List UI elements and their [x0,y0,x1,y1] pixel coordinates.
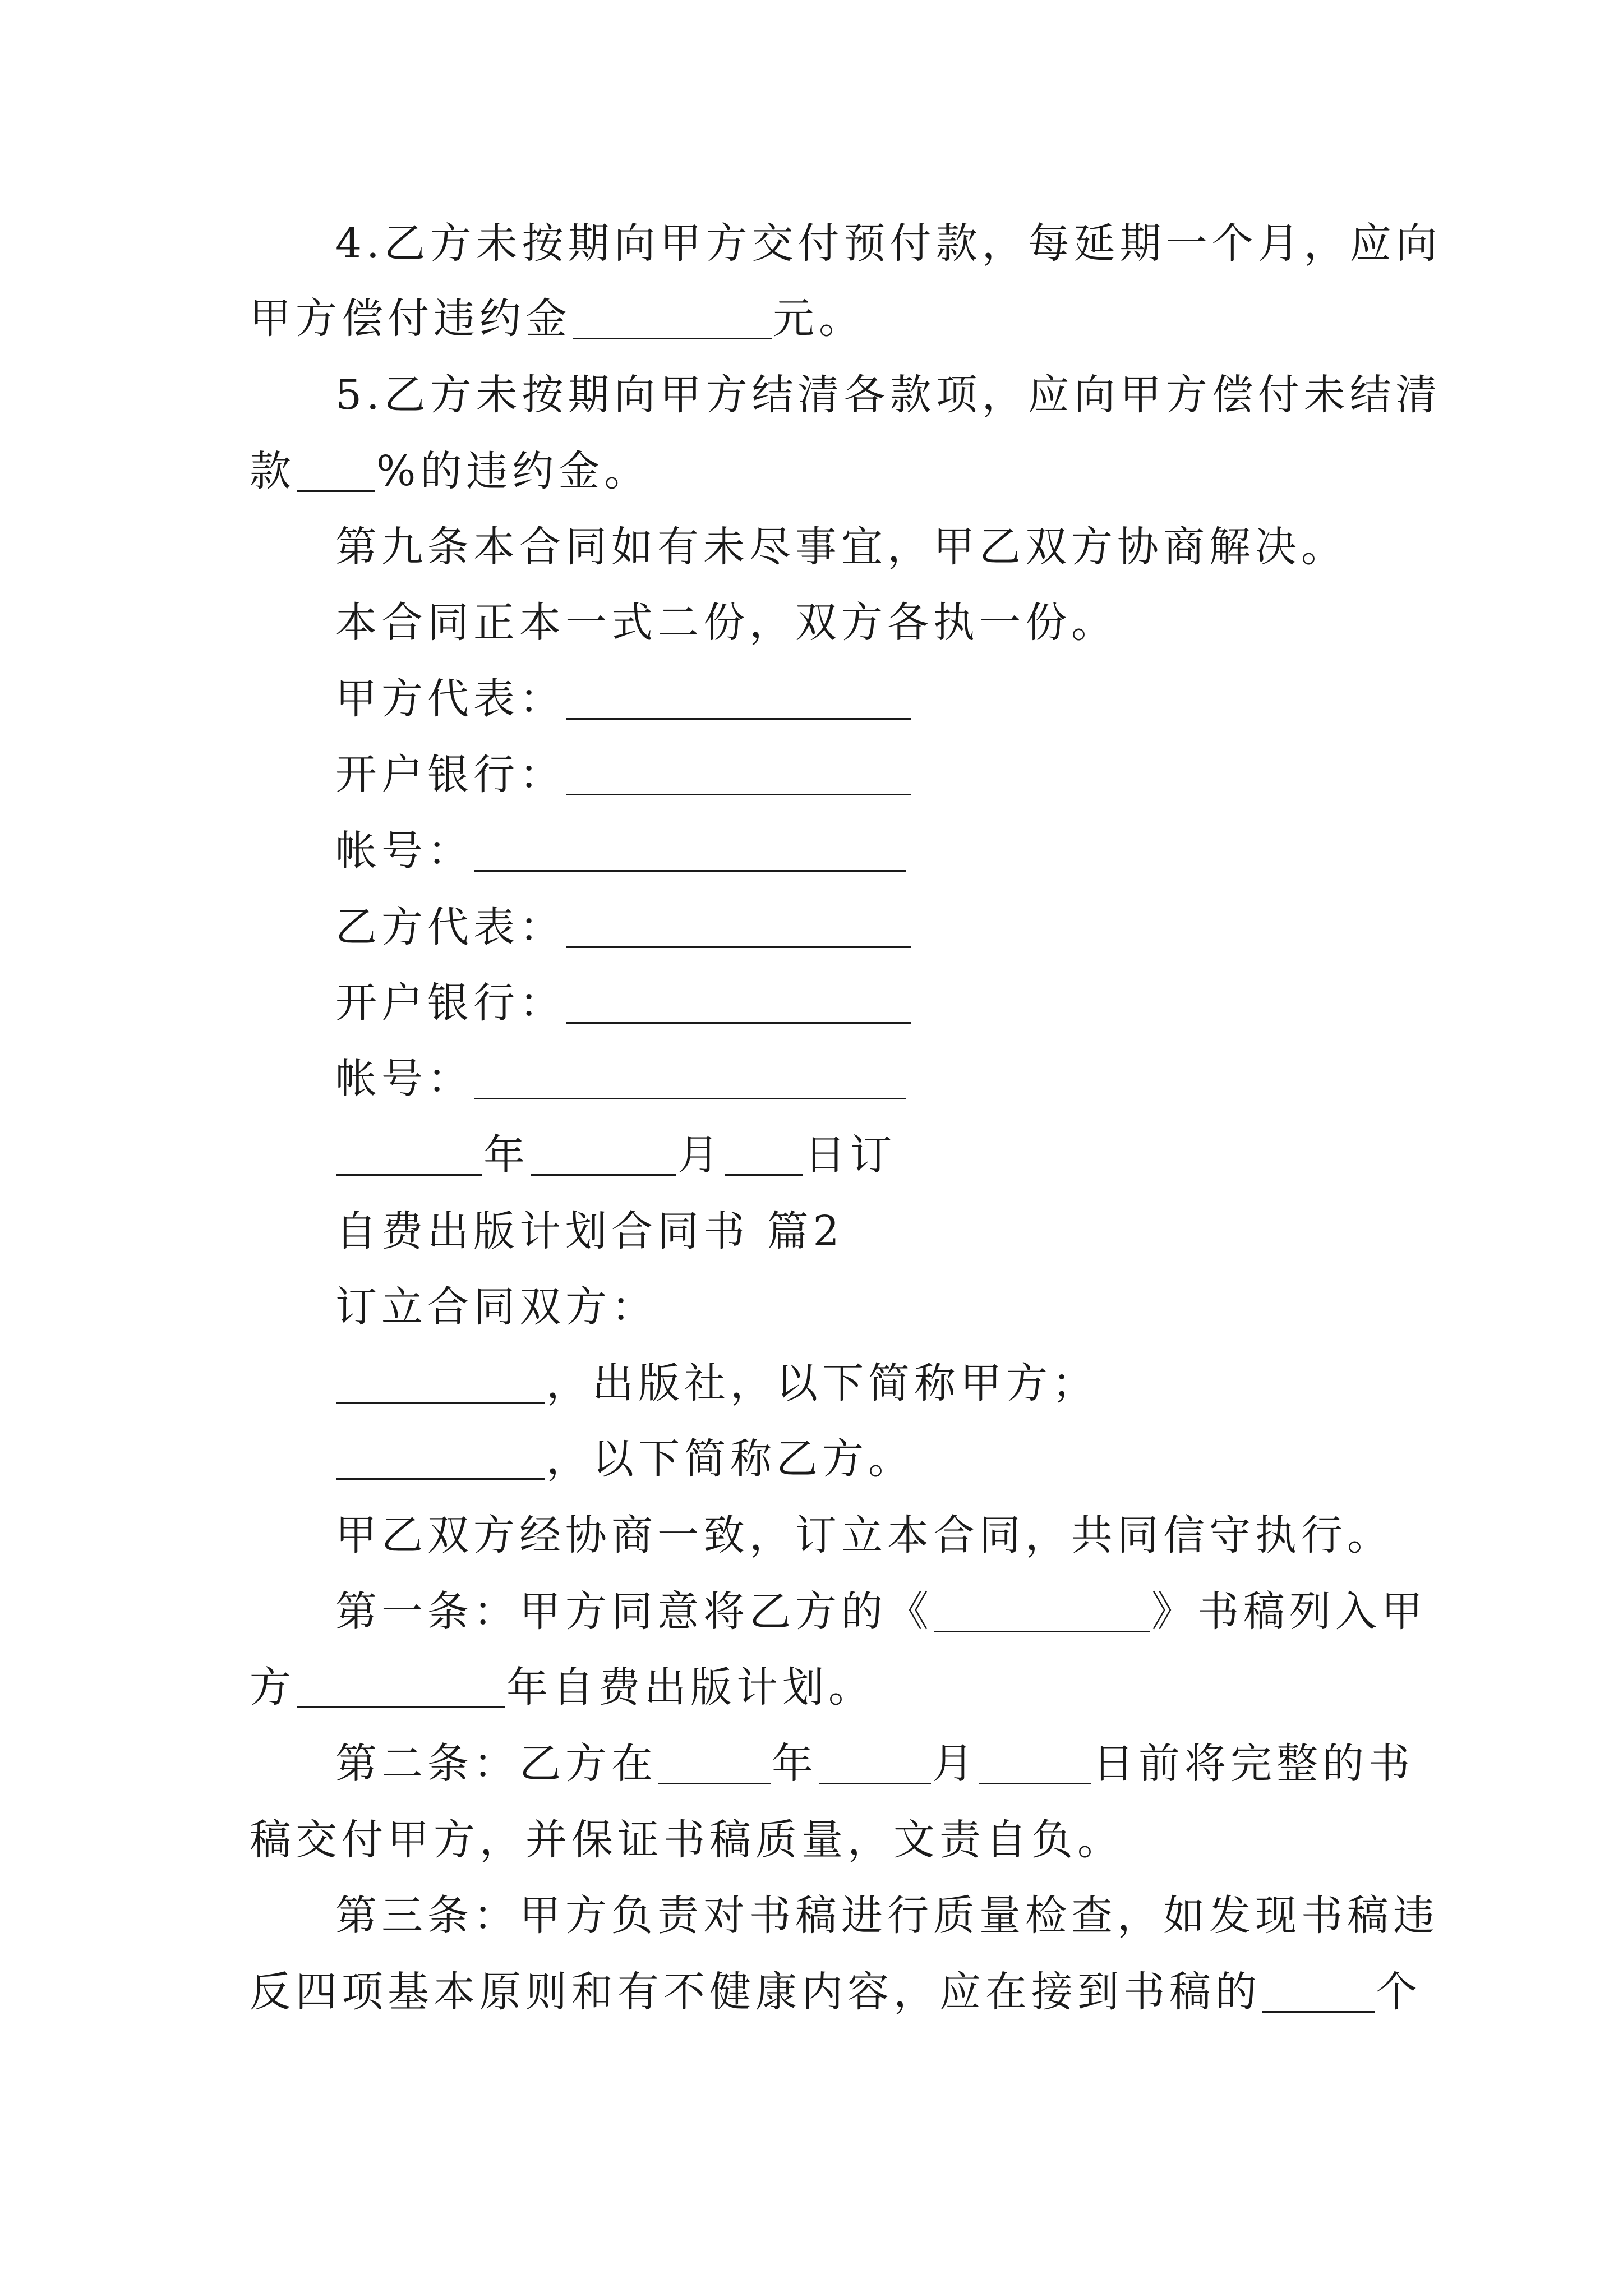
field-label: 帐号： [335,827,473,875]
text-segment: 》书稿列入甲 [1151,1588,1427,1636]
field-label: 甲方代表： [335,675,565,723]
party-a-bank [335,751,912,799]
day-blank[interactable] [725,1135,803,1176]
year-blank[interactable] [336,1135,482,1176]
party-b-representative [335,903,912,951]
text-segment: 方 [250,1663,296,1711]
section-heading [335,1207,844,1255]
party-b-bank-blank[interactable] [566,983,911,1024]
party-b-account [335,1055,907,1103]
text-segment: 甲方偿付违约金 [250,295,571,343]
text-segment: 第九条本合同如有未尽事宜，甲乙双方协商解决。 [335,523,1347,571]
clause-8-item-4-line-1 [335,219,1442,268]
clause-9 [335,523,1347,571]
text-segment: 第三条：甲方负责对书稿进行质量检查，如发现书稿违 [335,1892,1439,1940]
party-a-representative-blank[interactable] [566,679,911,720]
text-segment: 年 [483,1131,529,1179]
article-3-line-2 [250,1968,1422,2016]
text-segment: 本合同正本一式二份，双方各执一份。 [335,599,1117,647]
party-b-author [335,1435,914,1483]
publication-year-blank[interactable] [297,1667,505,1708]
text-segment: 5.乙方未按期向甲方结清各款项，应向甲方偿付未结清 [335,371,1442,419]
text-segment: 年自费出版计划。 [506,1663,874,1711]
book-title-blank[interactable] [934,1591,1150,1632]
clause-8-item-5-line-2 [250,447,651,495]
party-a-account [335,827,907,875]
text-segment: 日前将完整的书 [1092,1740,1414,1788]
delivery-year-blank[interactable] [658,1743,771,1784]
text-segment: ，以下简称乙方。 [546,1435,914,1483]
clause-8-item-4-line-2 [250,295,865,343]
text-segment: 反四项基本原则和有不健康内容，应在接到书稿的 [250,1968,1261,2016]
signing-date [335,1131,896,1179]
month-blank[interactable] [531,1135,676,1176]
review-period-blank[interactable] [1262,1972,1375,2013]
article-1-line-2 [250,1663,874,1711]
publisher-name-blank[interactable] [336,1363,545,1404]
article-3-line-1 [335,1892,1439,1940]
party-a-representative [335,675,912,723]
penalty-amount-blank[interactable] [573,298,772,339]
penalty-percent-blank[interactable] [297,451,375,492]
field-label: 开户银行： [335,979,565,1027]
text-segment: 年 [772,1740,818,1788]
text-segment: 稿交付甲方，并保证书稿质量，文责自负。 [250,1816,1123,1864]
party-a-publisher [335,1359,1098,1407]
party-b-account-blank[interactable] [474,1059,906,1099]
copies-statement [335,599,1117,647]
article-1-line-1 [335,1588,1427,1636]
text-segment: 个 [1376,1968,1422,2016]
party-a-bank-blank[interactable] [566,754,911,795]
party-a-account-blank[interactable] [474,831,906,872]
text-segment: 月 [932,1740,978,1788]
party-b-representative-blank[interactable] [566,907,911,948]
delivery-day-blank[interactable] [979,1743,1091,1784]
text-segment: 第二条：乙方在 [335,1740,657,1788]
field-label: 帐号： [335,1055,473,1103]
field-label: 乙方代表： [335,903,565,951]
clause-8-item-5-line-1 [335,371,1442,419]
agreement-statement [335,1511,1393,1559]
party-b-bank [335,979,912,1027]
text-segment: 订立合同双方： [335,1283,657,1331]
article-2-line-2 [250,1816,1123,1864]
text-segment: 元。 [773,295,865,343]
text-segment: 日订 [804,1131,896,1179]
contracting-parties-label [335,1283,657,1331]
article-2-line-1 [335,1740,1414,1788]
text-segment: 第一条：甲方同意将乙方的《 [335,1588,933,1636]
text-segment: 款 [250,447,296,495]
author-name-blank[interactable] [336,1439,545,1480]
text-segment: %的违约金。 [376,447,651,495]
text-segment: 月 [677,1131,723,1179]
text-segment: ，出版社，以下简称甲方； [546,1359,1098,1407]
delivery-month-blank[interactable] [819,1743,931,1784]
text-segment: 甲乙双方经协商一致，订立本合同，共同信守执行。 [335,1511,1393,1559]
text-segment: 4.乙方未按期向甲方交付预付款，每延期一个月，应向 [335,219,1442,268]
text-segment: 自费出版计划合同书 篇2 [335,1207,844,1255]
field-label: 开户银行： [335,751,565,799]
